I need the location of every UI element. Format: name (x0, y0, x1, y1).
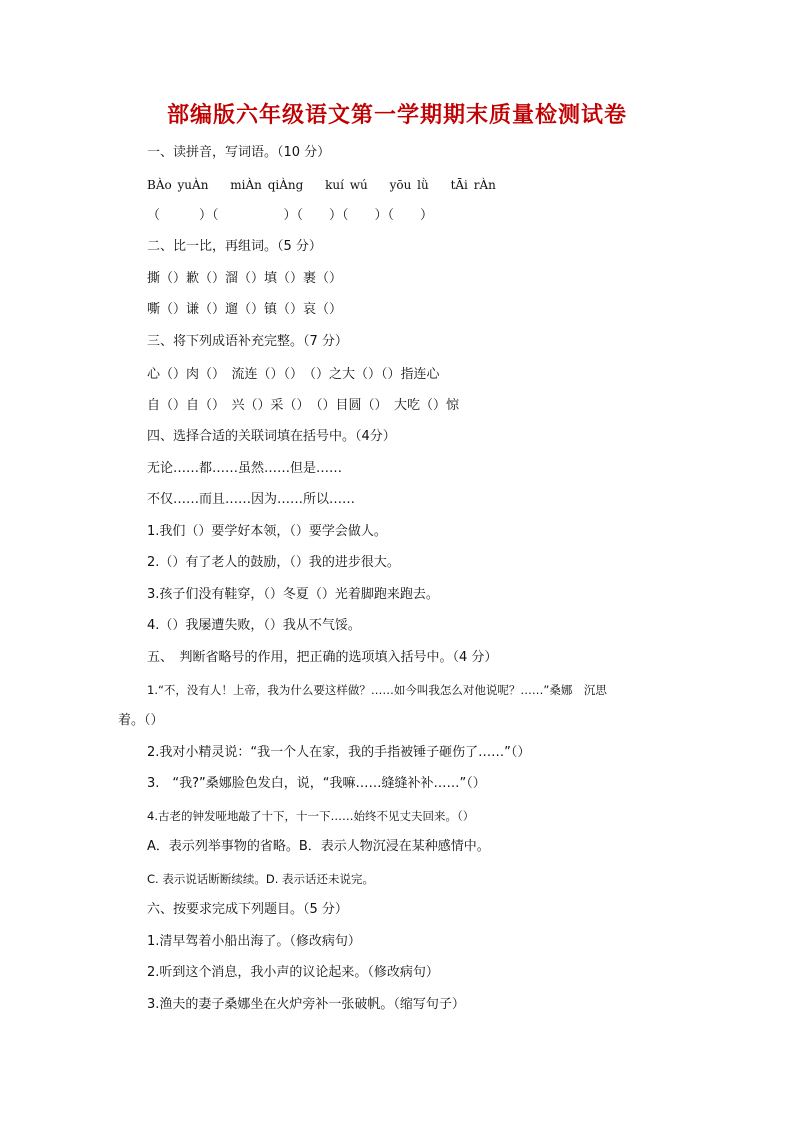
s5-question-1: 1.“不，没有人！上帝，我为什么要这样做？……如今叫我怎么对他说呢？……”桑娜 沉思 (147, 683, 607, 697)
s6-question-2: 2.听到这个消息，我小声的议论起来。（修改病句） (147, 965, 439, 980)
s5-question-2: 2.我对小精灵说：“我一个人在家，我的手指被锤子砸伤了……”（） (147, 745, 531, 760)
options-c-d: C. 表示说话断断续续。D. 表示话还未说完。 (147, 872, 375, 886)
idiom-row-2: 自（）自（） 兴（）采（） （）目圆（） 大吃（）惊 (147, 398, 460, 413)
idiom-row-1: 心（）肉（） 流连（）（） （）之大（）（）指连心 (147, 367, 440, 382)
s4-question-1: 1.我们（）要学好本领，（）要学会做人。 (147, 524, 387, 539)
s5-question-4: 4.古老的钟发哑地敲了十下，十一下……始终不见丈夫回来。（） (147, 809, 475, 823)
s4-question-3: 3.孩子们没有鞋穿，（）冬夏（）光着脚跑来跑去。 (147, 587, 439, 602)
s6-question-3: 3.渔夫的妻子桑娜坐在火炉旁补一张破帆。（缩写句子） (147, 997, 465, 1012)
conjunction-words-2: 不仅……而且……因为……所以…… (147, 492, 356, 507)
compare-row-1: 撕（）歉（）溜（）填（）裹（） (147, 271, 343, 286)
s5-question-3: 3. “我?”桑娜脸色发白，说，“我嘛……缝缝补补……”（） (147, 776, 486, 791)
s5-question-1-continued: 着。（） (118, 713, 164, 728)
section-2-heading: 二、比一比，再组词。（5 分） (147, 239, 322, 254)
s4-question-2: 2.（）有了老人的鼓励，（）我的进步很大。 (147, 555, 400, 570)
section-6-heading: 六、按要求完成下列题目。（5 分） (147, 902, 348, 917)
pinyin-3: kuí wú (325, 178, 368, 192)
options-a-b: A．表示列举事物的省略。B．表示人物沉浸在某种感情中。 (147, 839, 490, 854)
pinyin-1: BÀo yuÀn (147, 178, 209, 192)
section-5-heading: 五、 判断省略号的作用，把正确的选项填入括号中。（4 分） (147, 650, 498, 665)
s4-question-4: 4.（）我屡遭失败，（）我从不气馁。 (147, 618, 361, 633)
exam-title: 部编版六年级语文第一学期期末质量检测试卷 (166, 102, 627, 128)
pinyin-row (147, 176, 512, 194)
pinyin-4: yōu lǜ (389, 178, 429, 192)
conjunction-words-1: 无论……都……虽然……但是…… (147, 461, 343, 476)
pinyin-5: tĀi rÀn (450, 178, 496, 192)
compare-row-2: 嘶（）谦（）遛（）镇（）哀（） (147, 302, 343, 317)
section-3-heading: 三、将下列成语补充完整。（7 分） (147, 334, 348, 349)
pinyin-2: miÀn qiÀng (230, 178, 304, 192)
section-4-heading: 四、选择合适的关联词填在括号中。（4分） (147, 429, 396, 444)
answer-blanks: （ ）（ ）（ ）（ ）（ ） (147, 208, 434, 223)
s6-question-1: 1.清早驾着小船出海了。（修改病句） (147, 934, 361, 949)
section-1-heading: 一、读拼音，写词语。（10 分） (147, 145, 331, 160)
